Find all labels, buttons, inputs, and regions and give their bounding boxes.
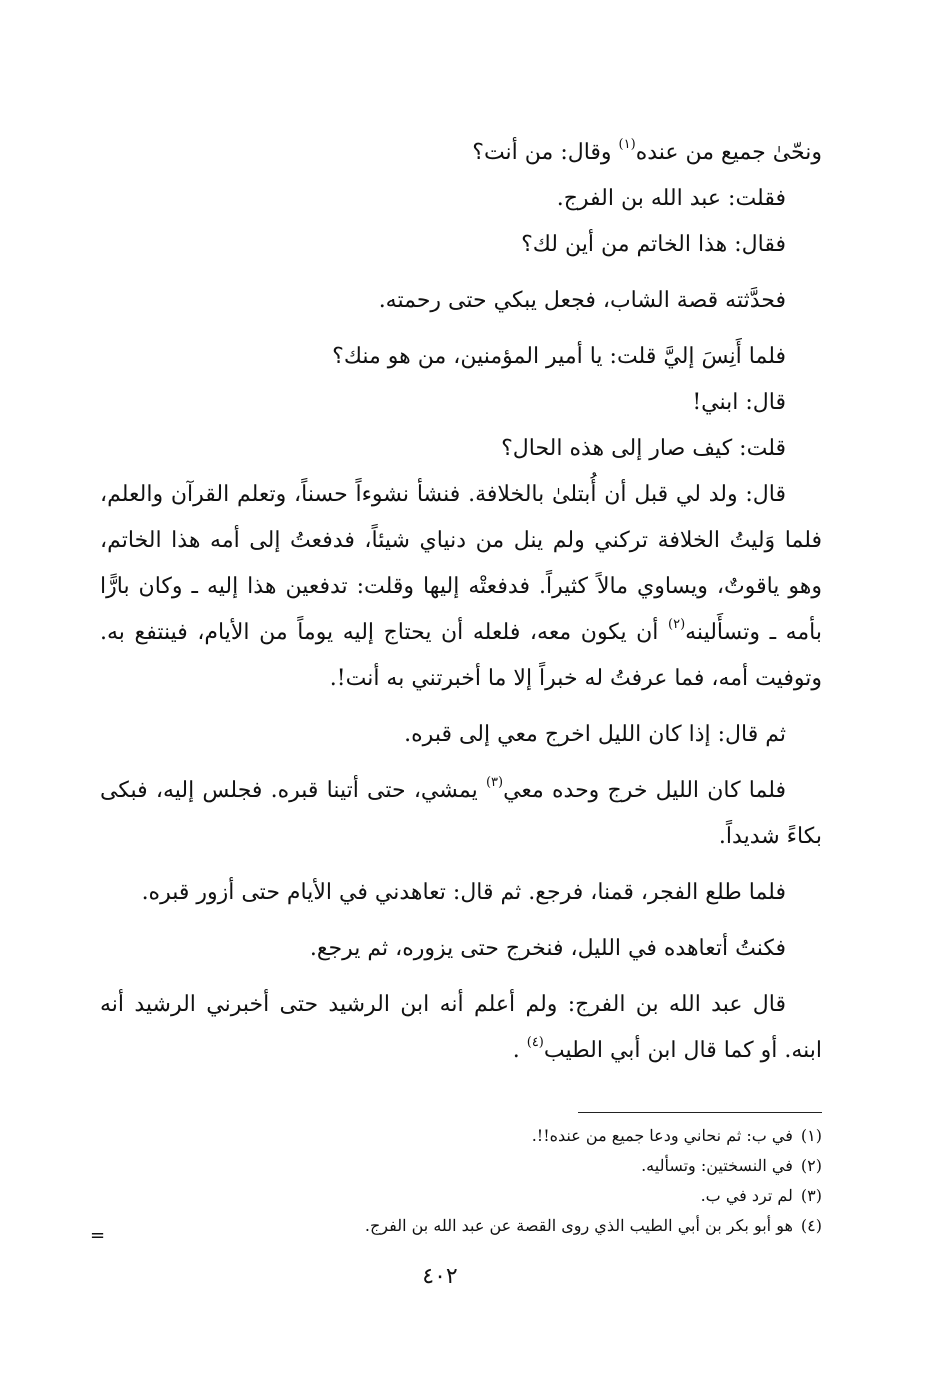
paragraph-6: قال: ابني!: [692, 390, 786, 415]
footnote-separator: [578, 1112, 822, 1113]
footnote-number: (٣): [800, 1186, 822, 1205]
page-number: ٤٠٢: [422, 1264, 458, 1289]
footnote-2: [240, 1151, 822, 1181]
footnote-text: في النسختين: وتسأليه.: [641, 1156, 793, 1175]
footnote-text: في ب: ثم نحاني ودعا جميع من عنده!!.: [531, 1126, 793, 1145]
paragraph-9: ثم قال: إذا كان الليل اخرج معي إلى قبره.: [404, 722, 786, 747]
continuation-mark: =: [90, 1225, 106, 1246]
paragraph-10: فلما كان الليل خرج وحده معي$^{(٣)}$ يمشي، حتى أتينا قبره. فجلس إليه، فبكى بكاءً شديداً.: [100, 775, 822, 849]
footnote-3: [240, 1181, 822, 1211]
paragraph-3: فقال: هذا الخاتم من أين لك؟: [521, 232, 786, 257]
footnote-number: (٤): [800, 1216, 822, 1235]
footnote-4: [240, 1211, 822, 1241]
paragraph-1: ونحّىٰ جميع من عنده$^{(١)}$ وقال: من أنت؟: [472, 137, 822, 165]
footnote-number: (٢): [800, 1156, 822, 1175]
footnotes: [240, 1121, 822, 1241]
footnote-number: (١): [800, 1126, 822, 1145]
footnote-ref-2: (٢): [668, 617, 686, 632]
footnote-ref-4: (٤): [526, 1035, 544, 1050]
paragraph-13: قال عبد الله بن الفرج: ولم أعلم أنه ابن الرشيد حتى أخبرني الرشيد أنه ابنه. أو كما قال ابن أبي الطيب$^{(٤)}$ .: [100, 992, 822, 1063]
footnote-ref-3: (٣): [485, 775, 504, 790]
paragraph-4: فحدَّثته قصة الشاب، فجعل يبكي حتى رحمته.: [378, 288, 786, 313]
footnote-text: لم ترد في ب.: [700, 1186, 793, 1205]
paragraph-2: فقلت: عبد الله بن الفرج.: [556, 186, 786, 211]
footnote-1: [240, 1121, 822, 1151]
paragraph-12: فكنتُ أتعاهده في الليل، فنخرج حتى يزوره، ثم يرجع.: [309, 936, 786, 961]
footnote-text: هو أبو بكر بن أبي الطيب الذي روى القصة عن عبد الله بن الفرج.: [364, 1216, 793, 1235]
footnote-ref-1: (١): [618, 137, 636, 152]
paragraph-7: قلت: كيف صار إلى هذه الحال؟: [501, 436, 786, 461]
paragraph-8: قال: ولد لي قبل أن أُبتلىٰ بالخلافة. فنشأ نشوءاً حسناً، وتعلم القرآن والعلم، فلما وَليتُ الخلافة تركني ولم ينل من دنياي شيئاً، فدفعتُ إلى أمه هذا الخاتم، وهو ياقوتٌ، ويساوي مالاً كثيراً. فدفعتْه إليها وقلت: تدفعين هذا إليه ـ وكان بارًّا بأمه ـ وتسأَلينه$^{(٢)}$ أن يكون معه، فلعله أن يحتاج إليه يوماً من الأيام، فينتفع به. وتوفيت أمه، فما عرفتُ له خبراً إلا ما أخبرتني به أنت!.: [100, 482, 822, 691]
paragraph-5: فلما أَنِسَ إليَّ قلت: يا أمير المؤمنين، من هو منك؟: [332, 344, 786, 369]
paragraph-11: فلما طلع الفجر، قمنا، فرجع. ثم قال: تعاهدني في الأيام حتى أزور قبره.: [141, 880, 786, 905]
main-text: [100, 130, 822, 1074]
